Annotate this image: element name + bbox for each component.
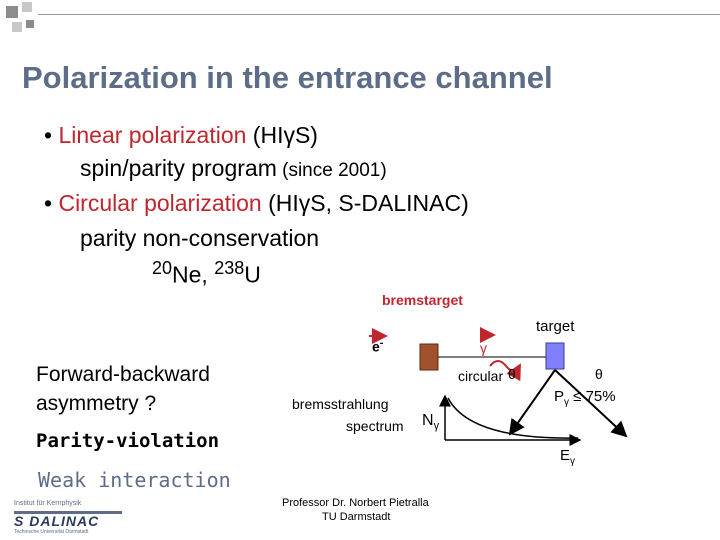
forward-backward-line2: asymmetry ? [36, 392, 157, 415]
theta-left-label: θ [508, 366, 516, 382]
n-subscript: γ [433, 420, 440, 433]
circular-polarization-label: Circular polarization [58, 190, 262, 216]
theta-right-label: θ [595, 366, 603, 382]
logo-bottom-line: Technische Universität Darmstadt [14, 529, 89, 535]
bremsstrahlung-label-line1: bremsstrahlung [292, 396, 389, 412]
footer-author: Professor Dr. Norbert Pietralla [282, 497, 429, 509]
slide-title: Polarization in the entrance channel [22, 60, 553, 95]
ne-mass-number: 20 [152, 258, 173, 278]
bullet-marker: • [44, 190, 59, 216]
p-value: ≤ 75% [569, 388, 616, 405]
circular-label: circular [458, 368, 504, 384]
target-block [546, 343, 564, 369]
electron-label [372, 337, 383, 355]
scatter-arrow-left [510, 370, 555, 434]
n-symbol: N [422, 412, 434, 429]
p-subscript: γ [564, 397, 570, 408]
weak-interaction-label: Weak interaction [38, 468, 231, 492]
electron-charge: - [379, 337, 384, 349]
logo-top-line: Institut für Kernphysik [14, 500, 82, 507]
spin-parity-label: spin/parity program [80, 155, 277, 181]
circular-facility: (HIγS, S-DALINAC) [261, 190, 469, 216]
n-gamma-label [422, 412, 439, 432]
logo-name: S DALINAC [14, 513, 100, 529]
gamma-label: γ [480, 340, 487, 356]
linear-facility: (HIγS) [246, 122, 318, 148]
bremstarget-block [420, 344, 438, 370]
s-dalinac-logo [14, 500, 126, 535]
forward-backward-line1: Forward-backward [36, 363, 210, 386]
bremsstrahlung-label-line2: spectrum [346, 418, 404, 434]
u-symbol: U [244, 261, 261, 288]
bullet-marker: • [44, 122, 59, 148]
footer-institution: TU Darmstadt [322, 511, 391, 523]
p-gamma-label [554, 388, 616, 408]
since-label: (since 2001) [276, 160, 387, 181]
parity-nonconservation-label: parity non-conservation [80, 225, 320, 251]
target-label: target [536, 318, 575, 335]
p-symbol: P [554, 388, 565, 405]
parity-violation-label: Parity-violation [36, 430, 220, 452]
linear-polarization-label: Linear polarization [58, 122, 247, 148]
ne-symbol: Ne, [172, 261, 215, 288]
e-gamma-label [560, 447, 575, 467]
bremstarget-label: bremstarget [382, 292, 463, 308]
electron-symbol: e [372, 338, 380, 355]
e-subscript: γ [570, 456, 576, 467]
e-symbol: E [560, 447, 571, 464]
u-mass-number: 238 [214, 258, 245, 278]
